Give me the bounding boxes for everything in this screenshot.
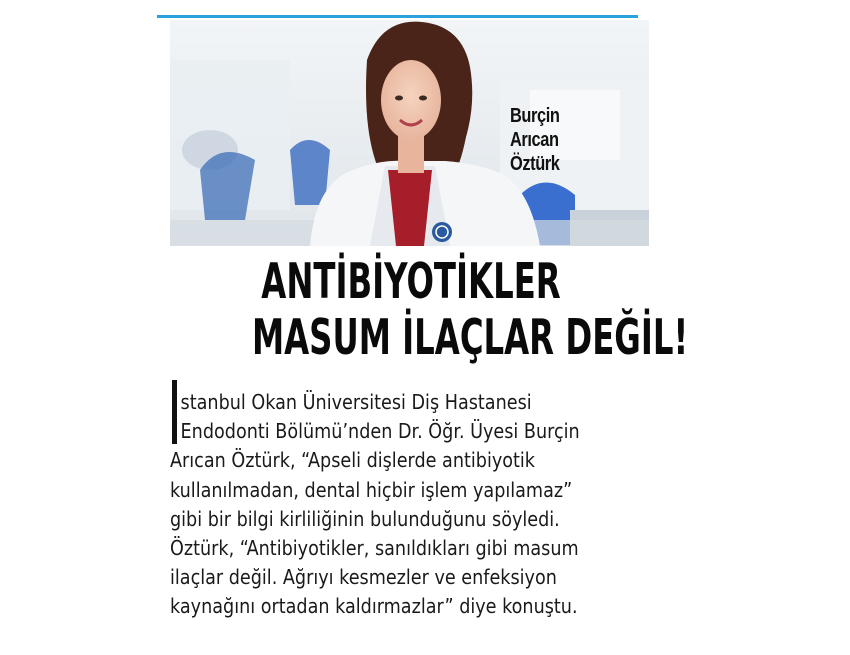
headline — [170, 253, 689, 366]
caption-line: Arıcan — [510, 129, 559, 151]
article-line: gibi bir bilgi kirliliğinin bulunduğunu söyledi. — [170, 506, 560, 531]
portrait-photo — [170, 20, 649, 246]
top-accent-rule — [157, 15, 638, 18]
caption-line: Burçin — [510, 105, 560, 127]
article-line: Endodonti Bölümü’nden Dr. Öğr. Üyesi Burçin — [180, 419, 580, 444]
article-line: Arıcan Öztürk, “Apseli dişlerde antibiyotik — [170, 448, 536, 473]
portrait-illustration — [170, 20, 649, 246]
article-line: ilaçlar değil. Ağrıyı kesmezler ve enfeksiyon — [170, 565, 557, 590]
article-line: kaynağını ortadan kaldırmazlar” diye konuştu. — [170, 594, 578, 619]
article-line: stanbul Okan Üniversitesi Diş Hastanesi — [180, 390, 532, 414]
article-body — [170, 388, 660, 622]
headline-line-2: MASUM İLAÇLAR DEĞİL! — [251, 309, 689, 366]
article-line: kullanılmadan, dental hiçbir işlem yapılamaz” — [170, 477, 573, 502]
headline-line-1: ANTİBİYOTİKLER — [261, 253, 561, 310]
article-line: Öztürk, “Antibiyotikler, sanıldıkları gibi masum — [170, 536, 579, 561]
caption-line: Öztürk — [510, 153, 560, 175]
photo-caption — [510, 104, 559, 176]
